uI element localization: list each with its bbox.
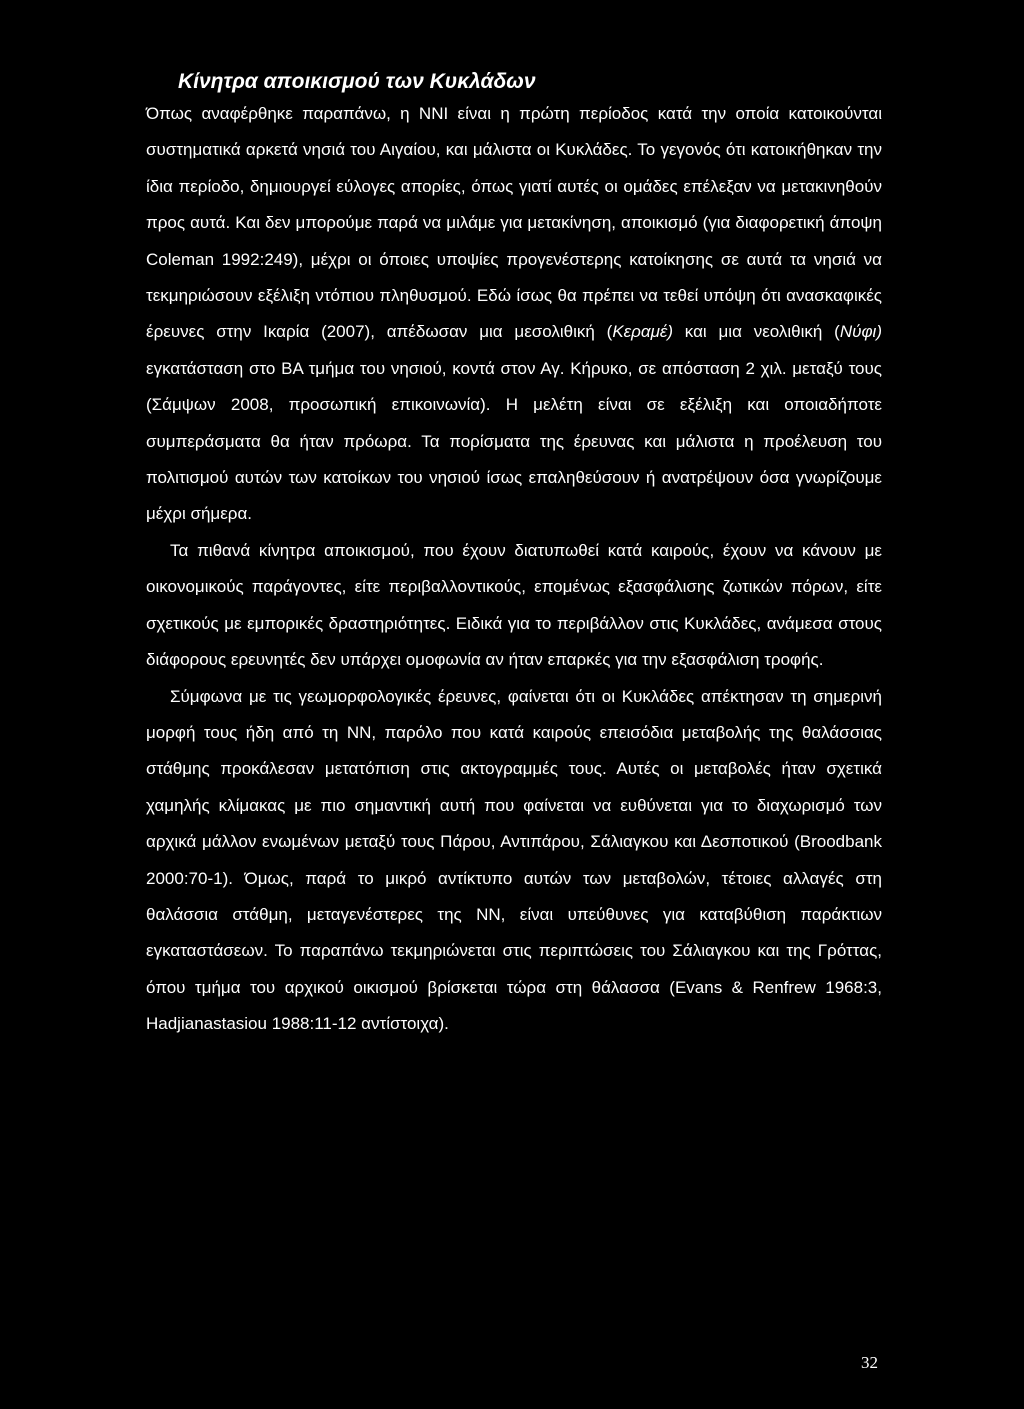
paragraph-1 <box>146 96 882 533</box>
paragraph-1-text-b: και μια νεολιθική ( <box>673 322 840 342</box>
paragraph-2 <box>146 533 882 679</box>
page-number: 32 <box>861 1353 878 1372</box>
section-heading: Κίνητρα αποικισμού των Κυκλάδων <box>178 70 536 93</box>
paragraph-1-site-kerame: Κεραμέ) <box>612 322 674 342</box>
paragraph-1-text-c: εγκατάσταση στο ΒΑ τμήμα του νησιού, κοντά στον Αγ. Κήρυκο, σε απόσταση 2 χιλ. μεταξύ τους (Σάμψων 2008, προσωπική επικοινωνία). Η μελέτη είναι σε εξέλιξη και οποιαδήποτε συμπεράσματα θα ήταν πρόωρα. Τα πορίσματα της έρευνας και μάλιστα η προέλευση του πολιτισμού αυτών των κατοίκων του νησιού ίσως επαληθεύσουν ή ανατρέψουν όσα γνωρίζουμε μέχρι σήμερα. <box>146 358 882 524</box>
paragraph-1-text-a: Όπως αναφέρθηκε παραπάνω, η ΝΝΙ είναι η πρώτη περίοδος κατά την οποία κατοικούνται συστηματικά αρκετά νησιά του Αιγαίου, και μάλιστα οι Κυκλάδες. Το γεγονός ότι κατοικήθηκαν την ίδια περίοδο, δημιουργεί εύλογες απορίες, όπως γιατί αυτές οι ομάδες επέλεξαν να μετακινηθούν προς αυτά. Και δεν μπορούμε παρά να μιλάμε για μετακίνηση, αποικισμό (για διαφορετική άποψη Coleman 1992:249), μέχρι οι όποιες υποψίες προγενέστερης κατοίκησης σε αυτά τα νησιά να τεκμηριώσουν εξέλιξη ντόπιου πληθυσμού. Εδώ ίσως θα πρέπει να τεθεί υπόψη ότι ανασκαφικές έρευνες στην Ικαρία (2007), απέδωσαν μια μεσολιθική ( <box>146 104 882 342</box>
paragraph-2-text: Τα πιθανά κίνητρα αποικισμού, που έχουν διατυπωθεί κατά καιρούς, έχουν να κάνουν με οικονομικούς παράγοντες, είτε περιβαλλοντικούς, επομένως εξασφάλισης ζωτικών πόρων, είτε σχετικούς με εμπορικές δραστηριότητες. Ειδικά για το περιβάλλον στις Κυκλάδες, ανάμεσα στους διάφορους ερευνητές δεν υπάρχει ομοφωνία αν ήταν επαρκές για την εξασφάλιση τροφής. <box>146 540 882 670</box>
paragraph-1-site-nyfi: Νύφι) <box>839 322 882 342</box>
document-page <box>146 68 882 1043</box>
paragraph-3-text: Σύμφωνα με τις γεωμορφολογικές έρευνες, φαίνεται ότι οι Κυκλάδες απέκτησαν τη σημερινή μορφή τους ήδη από τη ΝΝ, παρόλο που κατά καιρούς επεισόδια μεταβολής της θαλάσσιας στάθμης προκάλεσαν μετατόπιση στις ακτογραμμές τους. Αυτές οι μεταβολές ήταν σχετικά χαμηλής κλίμακας με πιο σημαντική αυτή που φαίνεται να ευθύνεται για το διαχωρισμό των αρχικά μάλλον ενωμένων μεταξύ τους Πάρου, Αντιπάρου, Σάλιαγκου και Δεσποτικού (Broodbank 2000:70-1). Όμως, παρά το μικρό αντίκτυπο αυτών των μεταβολών, τέτοιες αλλαγές στη θαλάσσια στάθμη, μεταγενέστερες της ΝΝ, είναι υπεύθυνες για καταβύθιση παράκτιων εγκαταστάσεων. Το παραπάνω τεκμηριώνεται στις περιπτώσεις του Σάλιαγκου και της Γρόττας, όπου τμήμα του αρχικού οικισμού βρίσκεται τώρα στη θάλασσα (Evans & Renfrew 1968:3, Hadjianastasiou 1988:11-12 αντίστοιχα). <box>146 686 882 1034</box>
paragraph-3 <box>146 679 882 1043</box>
